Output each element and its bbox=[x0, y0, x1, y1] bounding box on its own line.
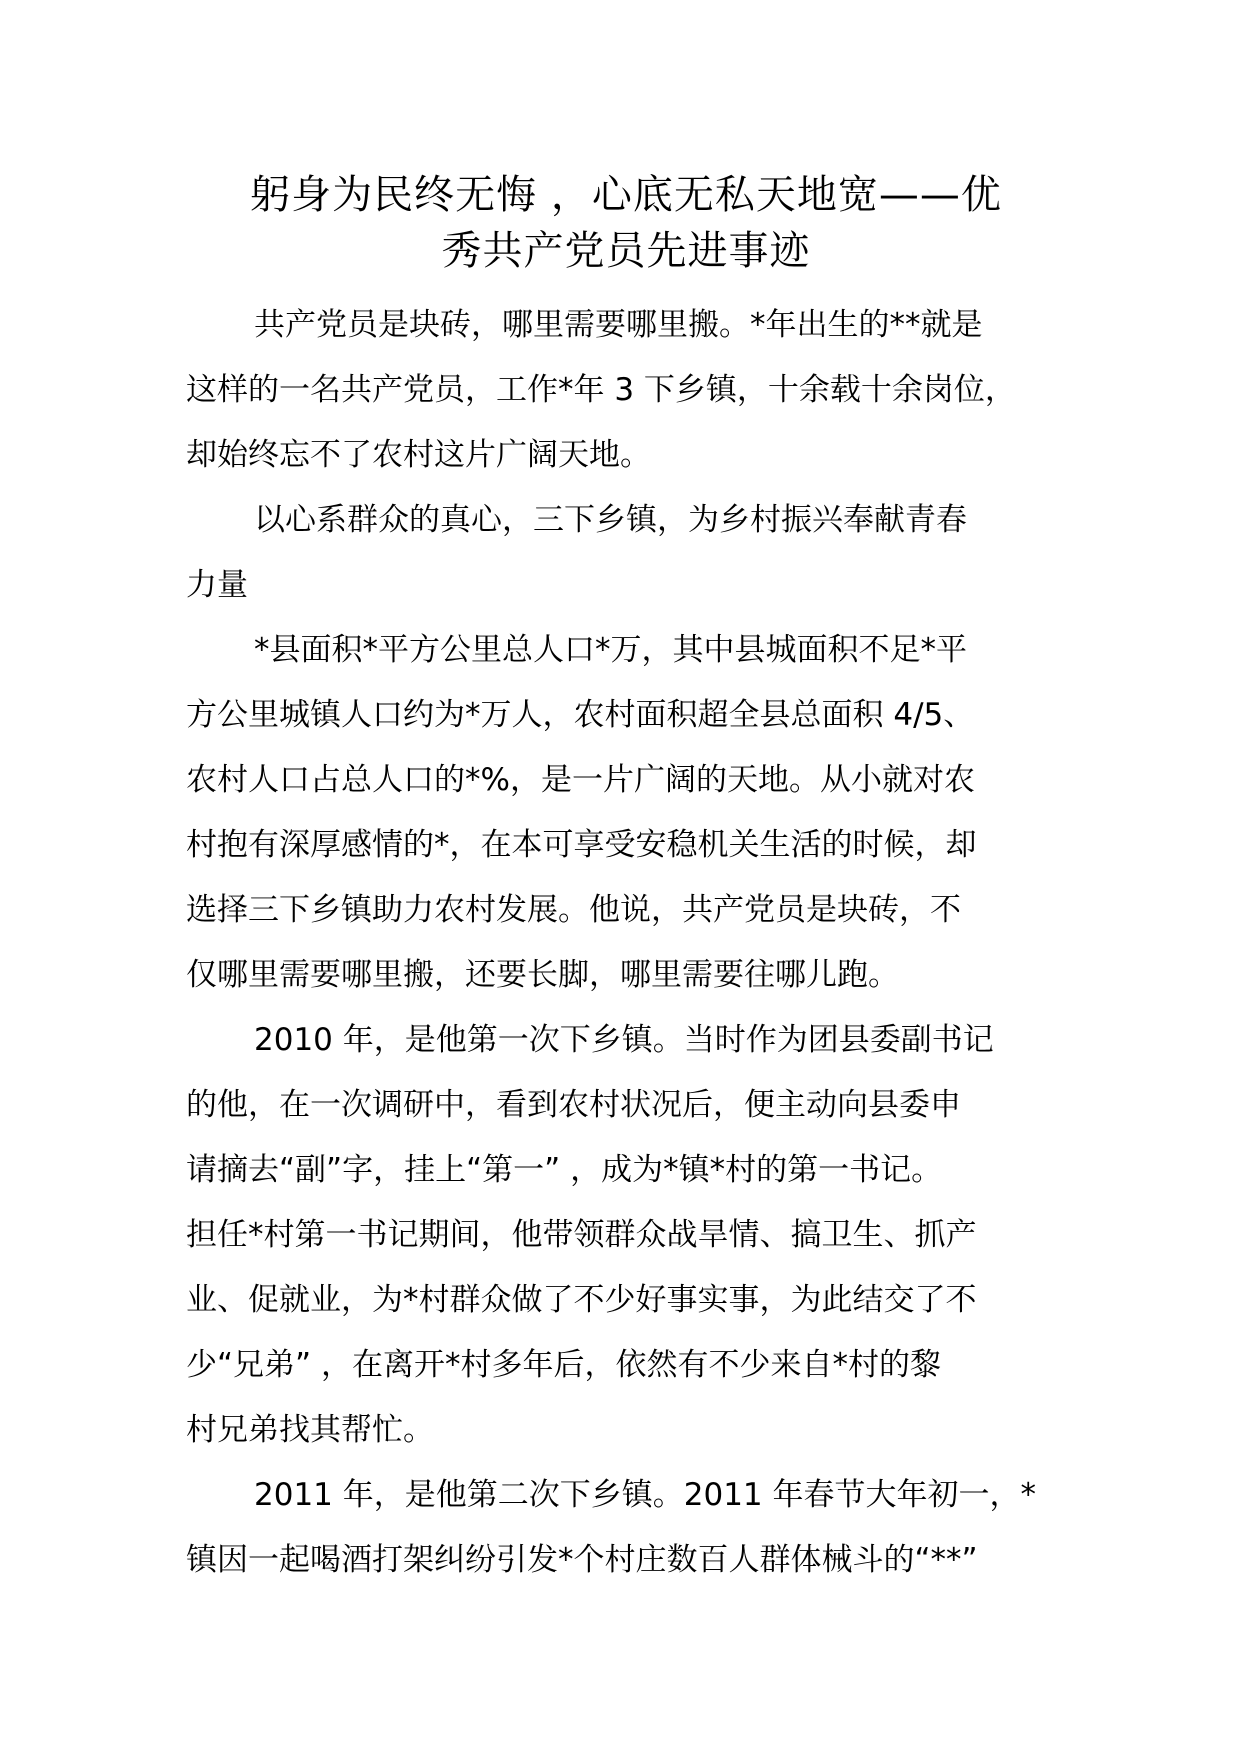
text-line: 以心系群众的真心，三下乡镇，为乡村振兴奉献青春 bbox=[254, 502, 967, 538]
document-body bbox=[186, 293, 1096, 1593]
document-title bbox=[186, 167, 1066, 279]
text-line: 却始终忘不了农村这片广阔天地。 bbox=[186, 437, 651, 473]
text-line: 这样的一名共产党员，工作*年 3 下乡镇，十余载十余岗位， bbox=[186, 372, 1016, 408]
text-line: 共产党员是块砖，哪里需要哪里搬。*年出生的**就是 bbox=[254, 307, 983, 343]
text-line: 村抱有深厚感情的*，在本可享受安稳机关生活的时候，却 bbox=[186, 827, 977, 863]
text-line: 仅哪里需要哪里搬，还要长脚，哪里需要往哪儿跑。 bbox=[186, 957, 899, 993]
text-line: 力量 bbox=[186, 567, 248, 603]
text-line: 的他，在一次调研中，看到农村状况后，便主动向县委申 bbox=[186, 1087, 961, 1123]
title-line-1: 躬身为民终无悔 ，心底无私天地宽——优 bbox=[250, 172, 1002, 218]
text-line: 担任*村第一书记期间，他带领群众战旱情、搞卫生、抓产 bbox=[186, 1217, 977, 1253]
text-line: 方公里城镇人口约为*万人，农村面积超全县总面积 4/5、 bbox=[186, 697, 975, 733]
text-line: 少“兄弟” ，在离开*村多年后，依然有不少来自*村的黎 bbox=[186, 1347, 941, 1383]
text-line: 农村人口占总人口的*%，是一片广阔的天地。从小就对农 bbox=[186, 762, 975, 798]
text-line: 镇因一起喝酒打架纠纷引发*个村庄数百人群体械斗的“**” bbox=[186, 1542, 978, 1578]
text-line: *县面积*平方公里总人口*万，其中县城面积不足*平 bbox=[254, 632, 967, 668]
text-line: 村兄弟找其帮忙。 bbox=[186, 1412, 434, 1448]
text-line: 请摘去“副”字，挂上“第一” ，成为*镇*村的第一书记。 bbox=[186, 1152, 943, 1188]
text-line: 选择三下乡镇助力农村发展。他说，共产党员是块砖，不 bbox=[186, 892, 961, 928]
title-line-2: 秀共产党员先进事迹 bbox=[441, 228, 811, 274]
text-line: 2010 年，是他第一次下乡镇。当时作为团县委副书记 bbox=[254, 1022, 994, 1058]
text-line: 业、促就业，为*村群众做了不少好事实事，为此结交了不 bbox=[186, 1282, 977, 1318]
text-line: 2011 年，是他第二次下乡镇。2011 年春节大年初一，* bbox=[254, 1477, 1036, 1513]
